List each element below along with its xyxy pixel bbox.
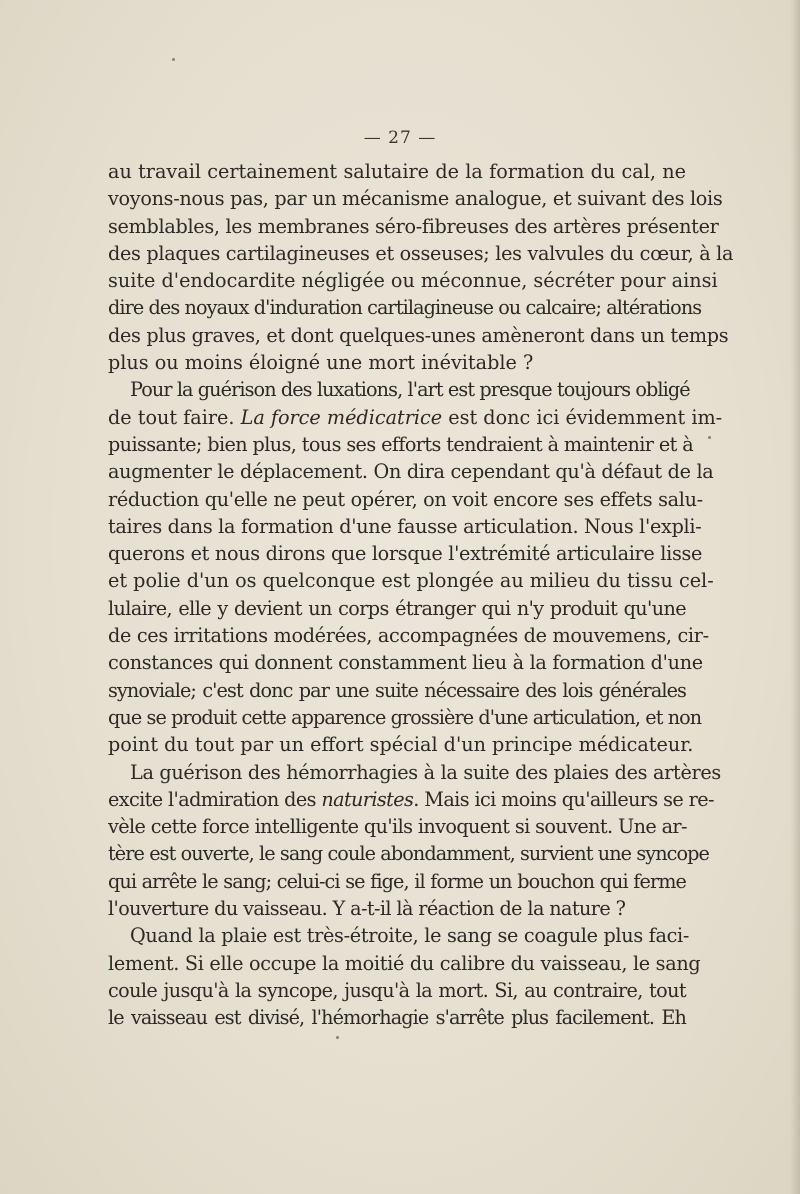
paper-speck (336, 1036, 339, 1039)
text-line: l'ouverture du vaisseau. Y a-t-il là réaction de la nature ? (108, 897, 626, 921)
text-line: réduction qu'elle ne peut opérer, on voit encore ses effets salu- (108, 487, 703, 511)
text-line: La guérison des hémorrhagies à la suite des plaies des artères (130, 760, 721, 784)
body-text (108, 158, 734, 1032)
text-run: de tout faire. (108, 405, 241, 429)
paragraph-1 (108, 158, 734, 376)
paper-speck (708, 436, 711, 439)
paragraph-4 (108, 922, 701, 1031)
text-line: point du tout par un effort spécial d'un principe médicateur. (108, 733, 694, 757)
text-line: au travail certainement salutaire de la formation du cal, ne (108, 160, 686, 183)
text-line: vèle cette force intelligente qu'ils invoquent si souvent. Une ar- (108, 815, 687, 839)
paragraph-3 (108, 759, 721, 923)
text-line: Quand la plaie est très-étroite, le sang se coagule plus faci- (130, 924, 690, 948)
text-line: taires dans la formation d'une fausse articulation. Nous l'expli- (108, 514, 702, 538)
text-line: querons et nous dirons que lorsque l'extrémité articulaire lisse (108, 542, 703, 566)
text-line: de ces irritations modérées, accompagnées de mouvemens, cir- (108, 624, 709, 648)
text-line: augmenter le déplacement. On dira cependant qu'à défaut de la (108, 460, 714, 484)
page-edge-shadow (790, 0, 800, 1194)
text-line (108, 404, 723, 431)
text-line: lement. Si elle occupe la moitié du calibre du vaisseau, le sang (108, 951, 701, 975)
paper-speck (172, 58, 175, 61)
text-run: . Mais ici moins qu'ailleurs se re- (413, 787, 714, 811)
text-line: plus ou moins éloigné une mort inévitable ? (108, 351, 534, 375)
italic-term: La force médicatrice (240, 405, 443, 429)
text-line: lulaire, elle y devient un corps étranger qui n'y produit qu'une (108, 596, 686, 620)
text-line: que se produit cette apparence grossière d'une articulation, et non (108, 705, 702, 729)
text-line: constances qui donnent constamment lieu à la formation d'une (108, 651, 703, 675)
text-line: des plus graves, et dont quelques-unes amèneront dans un temps (108, 323, 729, 347)
text-line: le vaisseau est divisé, l'hémorhagie s'arrête plus facilement. Eh (108, 1006, 686, 1030)
text-line: et polie d'un os quelconque est plongée au milieu du tissu cel- (108, 569, 714, 593)
text-line: coule jusqu'à la syncope, jusqu'à la mort. Si, au contraire, tout (108, 978, 686, 1002)
text-line: Pour la guérison des luxations, l'art est presque toujours obligé (130, 378, 690, 402)
text-run: excite l'admiration des (108, 787, 322, 811)
text-line: synoviale; c'est donc par une suite nécessaire des lois générales (108, 678, 686, 702)
text-line: semblables, les membranes séro-fibreuses des artères présenter (108, 214, 719, 238)
text-line: puissante; bien plus, tous ses efforts tendraient à maintenir et à (108, 432, 694, 456)
text-run: est donc ici évidemment im- (442, 405, 723, 429)
page-number: — 27 — (363, 128, 437, 148)
text-line: dire des noyaux d'induration cartilagineuse ou calcaire; altérations (108, 296, 702, 320)
text-line: qui arrête le sang; celui-ci se fige, il forme un bouchon qui ferme (108, 869, 686, 893)
text-line: suite d'endocardite négligée ou méconnue, sécréter pour ainsi (108, 269, 718, 293)
text-line: tère est ouverte, le sang coule abondamment, survient une syncope (108, 842, 709, 866)
paragraph-2 (108, 376, 723, 758)
text-line: des plaques cartilagineuses et osseuses; les valvules du cœur, à la (108, 241, 734, 265)
text-line (108, 786, 714, 813)
text-line: voyons-nous pas, par un mécanisme analogue, et suivant des lois (108, 187, 723, 211)
italic-term: naturistes (321, 787, 414, 811)
